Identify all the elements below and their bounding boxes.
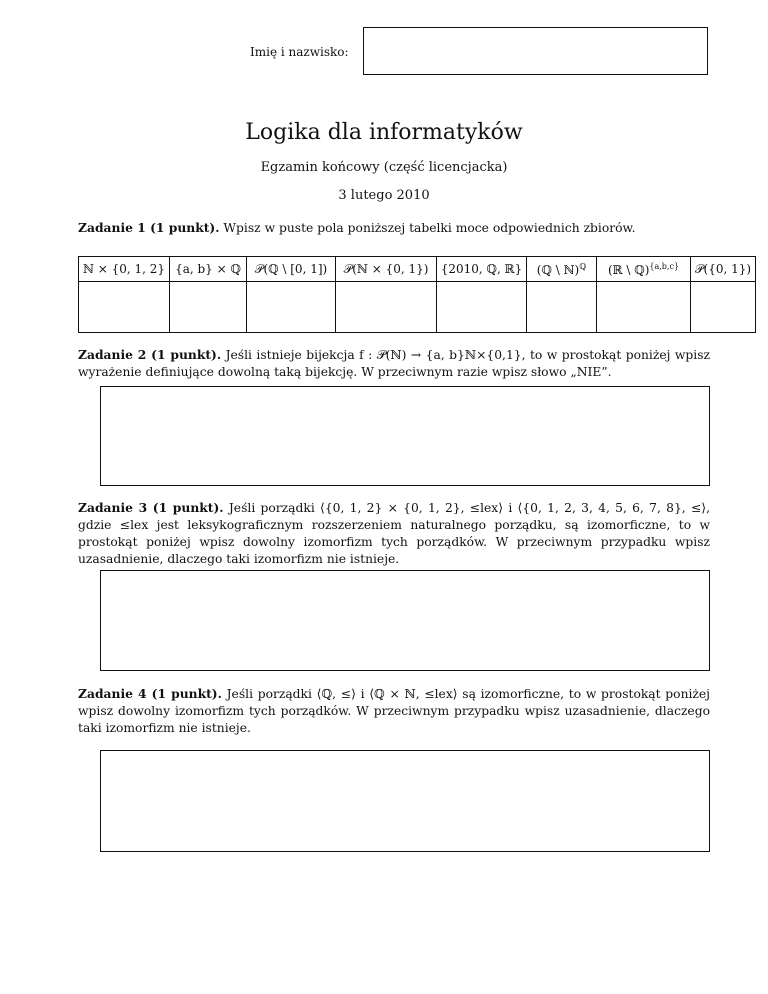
task-2-answer-box[interactable] — [100, 386, 710, 486]
answer-cell[interactable] — [597, 282, 691, 333]
table-header-cell: ℕ × {0, 1, 2} — [79, 257, 170, 282]
table-header-cell: 𝒫(ℚ \ [0, 1]) — [247, 257, 336, 282]
table-header-cell: {a, b} × ℚ — [170, 257, 247, 282]
answer-cell[interactable] — [336, 282, 437, 333]
task-3 — [78, 499, 710, 568]
table-header-cell: 𝒫({0, 1}) — [691, 257, 756, 282]
task-4-text: Jeśli porządki ⟨ℚ, ≤⟩ i ⟨ℚ × ℕ, ≤lex⟩ są izomorficzne, to w prostokąt poniżej wpisz dowolny izomorfizm tych porządków. W przeciwnym przypadku wpisz uzasadnienie, dlaczego taki izomorfizm nie istnieje. — [78, 687, 710, 735]
exam-subtitle: Egzamin końcowy (część licencjacka) — [260, 160, 508, 175]
answer-cell[interactable] — [79, 282, 170, 333]
task-2-text: Jeśli istnieje bijekcja f : 𝒫(ℕ) → {a, b}ℕ×{0,1}, to w prostokąt poniżej wpisz wyrażenie definiujące dowolną taką bijekcję. W przeciwnym razie wpisz słowo „NIE”. — [78, 348, 710, 379]
table-header-cell: (ℝ \ ℚ)$^{\{a,b,c\}}$ — [597, 257, 691, 282]
task-1 — [78, 219, 710, 237]
task-2 — [78, 346, 710, 381]
table-answer-row — [79, 282, 756, 333]
task-3-heading: Zadanie 3 (1 punkt). — [78, 500, 224, 515]
answer-cell[interactable] — [691, 282, 756, 333]
task-1-heading: Zadanie 1 (1 punkt). — [78, 220, 220, 235]
table-header-cell: 𝒫(ℕ × {0, 1}) — [336, 257, 437, 282]
task-4-heading: Zadanie 4 (1 punkt). — [78, 686, 222, 701]
table-header-cell: {2010, ℚ, ℝ} — [437, 257, 527, 282]
exam-date: 3 lutego 2010 — [338, 188, 430, 203]
table-header-row — [79, 257, 756, 282]
name-field[interactable] — [363, 27, 708, 75]
task-3-answer-box[interactable] — [100, 570, 710, 671]
task-4 — [78, 685, 710, 737]
cardinality-table — [78, 256, 756, 333]
name-label: Imię i nazwisko: — [250, 45, 349, 59]
task-4-answer-box[interactable] — [100, 750, 710, 852]
task-2-heading: Zadanie 2 (1 punkt). — [78, 347, 222, 362]
exam-title: Logika dla informatyków — [245, 120, 523, 145]
task-1-text: Wpisz w puste pola poniższej tabelki moce odpowiednich zbiorów. — [223, 221, 636, 235]
answer-cell[interactable] — [170, 282, 247, 333]
table-header-cell: (ℚ \ ℕ)$^ℚ$ — [527, 257, 597, 282]
answer-cell[interactable] — [437, 282, 527, 333]
answer-cell[interactable] — [247, 282, 336, 333]
answer-cell[interactable] — [527, 282, 597, 333]
task-3-text: Jeśli porządki ⟨{0, 1, 2} × {0, 1, 2}, ≤lex⟩ i ⟨{0, 1, 2, 3, 4, 5, 6, 7, 8}, ≤⟩, gdzie ≤lex jest leksykograficznym rozszerzeniem naturalnego porządku, są izomorficzne, to w prostokąt poniżej wpisz dowolny izomorfizm tych porządków. W przeciwnym przypadku wpisz uzasadnienie, dlaczego taki izomorfizm nie istnieje. — [78, 501, 711, 566]
